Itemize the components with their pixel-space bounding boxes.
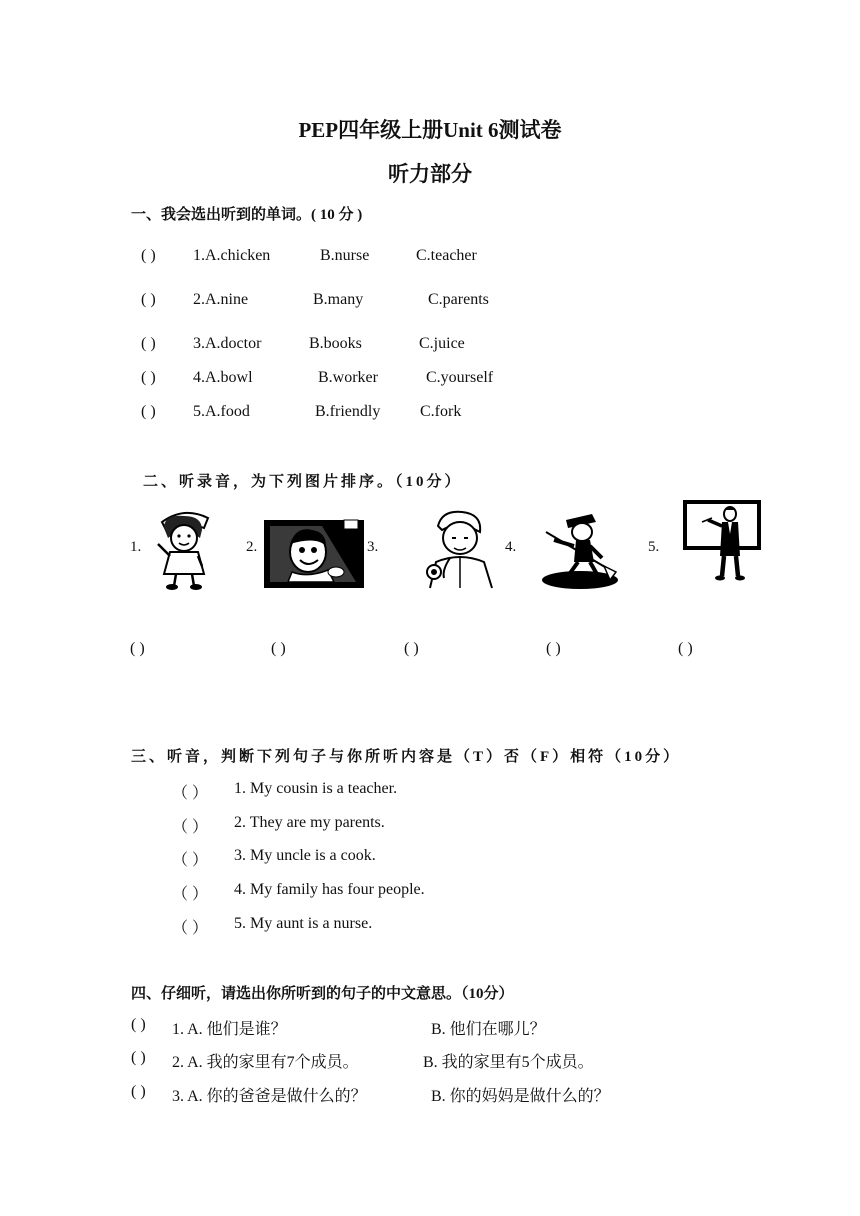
driver-picture [262,516,366,590]
option-b: B. 你的妈妈是做什么的？ [431,1088,610,1105]
section1-heading: 一、我会选出听到的单词。( 10 分 ) [131,207,363,223]
sentence: 2. They are my parents. [234,814,385,831]
picture-number: 5. [648,539,660,555]
nurse-picture [150,508,218,590]
option-c: C.teacher [416,247,477,264]
picture-number: 1. [130,539,142,555]
option-b: B.many [313,291,364,308]
answer-bracket[interactable]: ( ) [131,1083,146,1100]
answer-bracket[interactable]: ( ) [141,369,156,386]
answer-bracket[interactable]: ( ) [404,640,419,657]
option-c: C.parents [428,291,489,308]
answer-bracket[interactable]: ( ) [131,1049,146,1066]
answer-bracket[interactable]: ( ) [130,640,145,657]
teacher-picture [682,500,762,582]
answer-bracket[interactable]: ( ) [546,640,561,657]
section2-heading: 二、听录音，为下列图片排序。（10分） [143,474,463,490]
picture-number: 3. [367,539,379,555]
farmer-picture [540,510,624,590]
option-a: 1.A.chicken [193,247,271,264]
option-a: 2.A.nine [193,291,249,308]
sentence: 4. My family has four people. [234,881,425,898]
answer-bracket[interactable]: ( ) [141,291,156,308]
answer-bracket[interactable]: ( ) [141,335,156,352]
option-b: B.books [309,335,362,352]
option-c: C.yourself [426,369,494,386]
answer-bracket[interactable]: （ ） [172,819,209,836]
answer-bracket[interactable]: （ ） [172,920,209,937]
sentence: 1. My cousin is a teacher. [234,780,398,797]
option-a: 1. A. 他们是谁？ [172,1021,287,1038]
page-subtitle: 听力部分 [388,162,472,186]
option-b: B. 他们在哪儿？ [431,1021,546,1038]
answer-bracket[interactable]: （ ） [172,785,209,802]
section3-heading: 三、听音，判断下列句子与你所听内容是（T）否（F）相符（10分） [131,749,682,765]
answer-bracket[interactable]: ( ) [678,640,693,657]
answer-bracket[interactable]: ( ) [141,247,156,264]
sentence: 5. My aunt is a nurse. [234,915,373,932]
option-a: 3. A. 你的爸爸是做什么的？ [172,1088,367,1105]
page-title: PEP四年级上册Unit 6测试卷 [298,118,562,142]
option-c: C.juice [419,335,465,352]
sentence: 3. My uncle is a cook. [234,847,376,864]
picture-number: 4. [505,539,517,555]
picture-number: 2. [246,539,258,555]
option-b: B. 我的家里有5个成员。 [423,1054,594,1071]
option-b: B.worker [318,369,378,386]
answer-bracket[interactable]: （ ） [172,852,209,869]
option-c: C.fork [420,403,462,420]
answer-bracket[interactable]: （ ） [172,886,209,903]
answer-bracket[interactable]: ( ) [141,403,156,420]
option-a: 5.A.food [193,403,250,420]
option-a: 3.A.doctor [193,335,262,352]
section4-heading: 四、仔细听，请选出你所听到的句子的中文意思。（10分） [131,986,514,1002]
answer-bracket[interactable]: ( ) [131,1016,146,1033]
option-b: B.friendly [315,403,381,420]
option-a: 4.A.bowl [193,369,253,386]
doctor-picture [408,508,504,590]
answer-bracket[interactable]: ( ) [271,640,286,657]
option-b: B.nurse [320,247,370,264]
option-a: 2. A. 我的家里有7个成员。 [172,1054,359,1071]
